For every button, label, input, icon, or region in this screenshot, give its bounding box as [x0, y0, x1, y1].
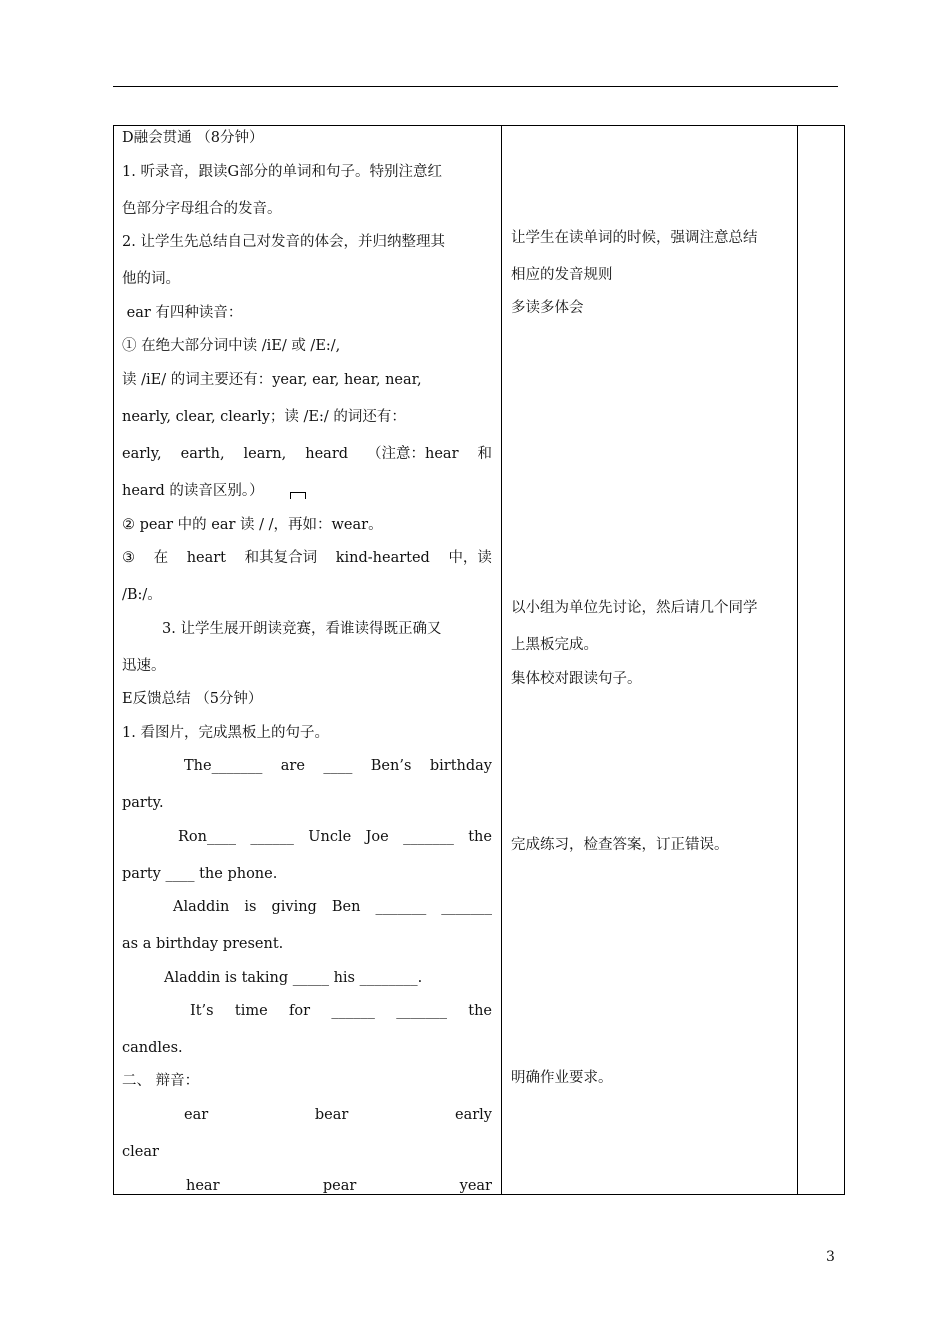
section-two-heading: 二、 辩音： [122, 1073, 200, 1089]
note-1-line2: 相应的发音规则 [511, 267, 613, 283]
word: is [244, 899, 257, 915]
word: year [459, 1178, 492, 1194]
word: heart [186, 550, 227, 566]
word: _______ [441, 899, 492, 915]
sentence-5-cont: candles. [122, 1040, 183, 1056]
word: early, [122, 446, 162, 462]
d3-line1: 3. 让学生展开朗读竞赛，看谁读得既正确又 [162, 621, 442, 637]
note-4: 明确作业要求。 [511, 1070, 613, 1086]
note-2-line3: 集体校对跟读句子。 [511, 671, 642, 687]
note-2-line1: 以小组为单位先讨论，然后请几个同学 [511, 600, 758, 616]
word: learn, [243, 446, 287, 462]
sentence-2 [178, 830, 492, 845]
note-3: 完成练习，检查答案，订正错误。 [511, 837, 729, 853]
word: ear [184, 1107, 209, 1123]
rule-line-4 [122, 447, 492, 462]
section-d-heading: D融会贯通 （8分钟） [122, 130, 264, 146]
word: Joe [365, 829, 389, 845]
page-number: 3 [826, 1249, 835, 1265]
header-rule [113, 86, 838, 87]
word: _______ [375, 899, 427, 915]
word: Ron____ [178, 829, 236, 845]
word: Ben [331, 899, 361, 915]
sentence-2-cont: party ____ the phone. [122, 866, 278, 882]
word: the [468, 829, 492, 845]
word: ____ [323, 758, 353, 774]
rule-line-7 [122, 551, 492, 566]
section-e-heading: E反馈总结 （5分钟） [122, 691, 263, 707]
word: bear [314, 1107, 349, 1123]
word: ______ [331, 1003, 375, 1019]
ear-intro: ear 有四种读音： [122, 305, 243, 321]
sentence-1-cont: party. [122, 795, 164, 811]
word: the [468, 1003, 492, 1019]
column-divider-2 [797, 126, 798, 1194]
d2-line1: 2. 让学生先总结自己对发音的体会，并归纳整理其 [122, 234, 445, 250]
rule-line-1: ① 在绝大部分词中读 /iE/ 或 /E:/, [122, 338, 341, 354]
word-row-2 [186, 1179, 492, 1194]
word: hear [186, 1178, 220, 1194]
note-2-line2: 上黑板完成。 [511, 637, 598, 653]
word: pear [322, 1178, 357, 1194]
word-row-1-cont: clear [122, 1144, 159, 1160]
word: ______ [250, 829, 294, 845]
word: 中，读 [448, 550, 492, 566]
d1-line2: 色部分字母组合的发音。 [122, 201, 282, 217]
rule-line-5: heard 的读音区别。） [122, 483, 264, 499]
note-1-line1: 让学生在读单词的时候，强调注意总结 [511, 230, 758, 246]
sentence-5 [190, 1004, 492, 1019]
rule-line-2: 读 /iE/ 的词主要还有：year, ear, hear, near, [122, 372, 422, 388]
word: Ben’s [370, 758, 412, 774]
word: _______ [403, 829, 454, 845]
word: giving [271, 899, 317, 915]
word: birthday [429, 758, 492, 774]
d2-line2: 他的词。 [122, 271, 180, 287]
word: 和 [477, 446, 492, 462]
sentence-3-cont: as a birthday present. [122, 936, 284, 952]
word-row-1 [184, 1108, 492, 1123]
word: kind-hearted [335, 550, 430, 566]
rule-line-8: /B:/。 [122, 587, 162, 603]
word: early [455, 1107, 492, 1123]
sentence-4: Aladdin is taking _____ his ________. [164, 970, 423, 986]
word: 在 [153, 550, 169, 566]
word: for [289, 1003, 311, 1019]
bracket-mark-icon [290, 492, 306, 499]
d3-line2: 迅速。 [122, 658, 166, 674]
sentence-1 [184, 759, 492, 774]
word: Uncle [308, 829, 352, 845]
rule-line-3: nearly, clear, clearly；读 /E:/ 的词还有： [122, 409, 406, 425]
rule-line-6: ② pear 中的 ear 读 / /，再如：wear。 [122, 517, 383, 533]
word: earth, [180, 446, 225, 462]
word: The_______ [184, 758, 263, 774]
word: time [234, 1003, 268, 1019]
word: are [280, 758, 305, 774]
sentence-3 [173, 900, 492, 915]
word: 和其复合词 [244, 550, 318, 566]
note-1-line3: 多读多体会 [511, 300, 584, 316]
column-divider-1 [501, 126, 502, 1194]
word: _______ [396, 1003, 447, 1019]
e1-instruction: 1. 看图片，完成黑板上的句子。 [122, 725, 329, 741]
word: heard [305, 446, 349, 462]
word: It’s [190, 1003, 214, 1019]
word: Aladdin [173, 899, 230, 915]
lesson-table [113, 125, 845, 1195]
word: （注意：hear [367, 446, 459, 462]
word: ③ [122, 550, 135, 566]
d1-line1: 1. 听录音，跟读G部分的单词和句子。特别注意红 [122, 164, 443, 180]
